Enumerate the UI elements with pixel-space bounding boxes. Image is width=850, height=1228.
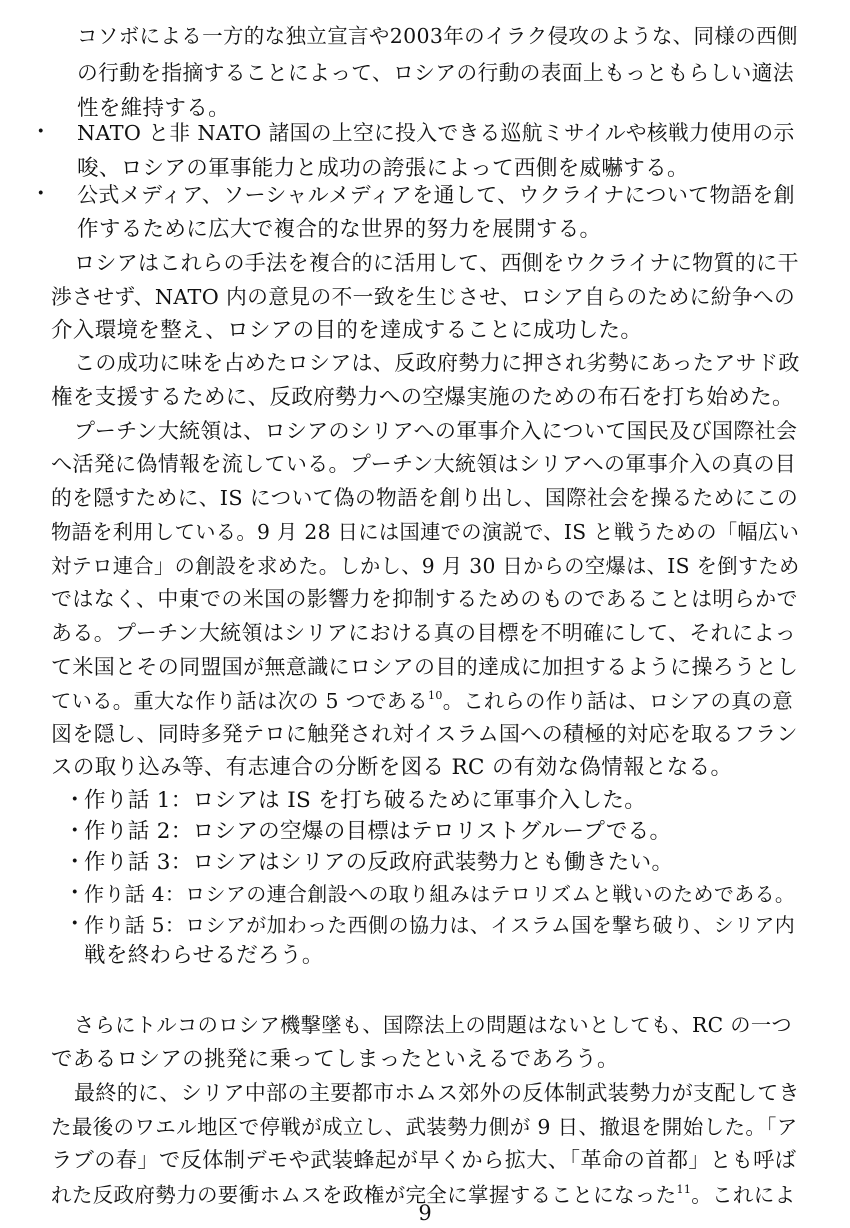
text-line: コソボによる一方的な独立宣言や2003年のイラク侵攻のような、同様の西側: [77, 24, 798, 48]
text-line: 物語を利用している。9 月 28 日には国連での演説で、IS と戦うための「幅広い: [51, 520, 800, 544]
text-run: 。これによ: [691, 1183, 796, 1207]
bullet-marker: ・: [64, 788, 86, 813]
footnote-reference: 10: [428, 689, 443, 702]
text-line: の行動を指摘することによって、ロシアの行動の表面上もっともらしい適法: [77, 61, 794, 85]
text-line: ラブの春」で反体制デモや武装蜂起が早くから拡大、「革命の首都」とも呼ば: [51, 1148, 797, 1173]
text-line: た最後のワエル地区で停戦が成立し、武装勢力側が 9 日、撤退を開始した。「ア: [51, 1115, 798, 1139]
text-run: れた反政府勢力の要衝ホムスを政権が完全に掌握することになった: [51, 1183, 677, 1207]
text-line: 的を隠すために、IS について偽の物語を創り出し、国際社会を操るためにこの: [51, 486, 799, 510]
page-number: 9: [418, 1201, 432, 1225]
text-line: ではなく、中東での米国の影響力を抑制するためのものであることは明らかで: [51, 587, 798, 611]
text-line: プーチン大統領は、ロシアのシリアへの軍事介入について国民及び国際社会: [74, 419, 798, 443]
text-line: 性を維持する。: [77, 96, 230, 121]
text-line: ある。プーチン大統領はシリアにおける真の目標を不明確にして、それによっ: [51, 621, 797, 645]
text-line: 作り話 1：ロシアは IS を打ち破るために軍事介入した。: [84, 788, 647, 813]
text-line: 図を隠し、同時多発テロに触発され対イスラム国への積極的対応を取るフラン: [51, 722, 798, 746]
text-line: 権を支援するために、反政府勢力への空爆実施のための布石を打ち始めた。: [51, 385, 794, 410]
text-line: [51, 686, 793, 716]
text-line: 作り話 3：ロシアはシリアの反政府武装勢力とも働きたい。: [84, 850, 674, 875]
text-line: ロシアはこれらの手法を複合的に活用して、西側をウクライナに物質的に干: [74, 251, 799, 275]
text-run: ている。重大な作り話は次の 5 つである: [51, 689, 429, 713]
text-line: 作り話 4：ロシアの連合創設への取り組みはテロリズムと戦いのためである。: [84, 882, 796, 906]
text-line: さらにトルコのロシア機撃墜も、国際法上の問題はないとしても、RC の一つ: [74, 1013, 793, 1037]
text-line: この成功に味を占めたロシアは、反政府勢力に押され劣勢にあったアサド政: [74, 351, 800, 375]
text-line: 最終的に、シリア中部の主要都市ホムス郊外の反体制武装勢力が支配してき: [74, 1081, 800, 1105]
footnote-reference: 11: [676, 1183, 692, 1196]
text-line: NATO と非 NATO 諸国の上空に投入できる巡航ミサイルや核戦力使用の示: [77, 121, 795, 145]
text-line: 渉させず、NATO 内の意見の不一致を生じさせ、ロシア自らのために紛争への: [51, 285, 796, 309]
text-line: 対テロ連合」の創設を求めた。しかし、9 月 30 日からの空爆は、IS を倒すため: [51, 554, 800, 578]
text-line: であるロシアの挑発に乗ってしまったといえるであろう。: [51, 1047, 619, 1072]
text-line: 作り話 2：ロシアの空爆の目標はテロリストグループでる。: [84, 819, 672, 844]
text-line: スの取り込み等、有志連合の分断を図る RC の有効な偽情報となる。: [51, 755, 733, 780]
text-line: 唆、ロシアの軍事能力と成功の誇張によって西側を威嚇する。: [77, 156, 689, 181]
bullet-marker: ・: [64, 881, 86, 906]
text-line: へ活発に偽情報を流している。プーチン大統領はシリアへの軍事介入の真の目: [51, 452, 797, 476]
bullet-marker: ・: [64, 912, 86, 937]
text-line: 戦を終わらせるだろう。: [84, 943, 324, 968]
text-line: 公式メディア、ソーシャルメディアを通して、ウクライナについて物語を創: [77, 183, 795, 207]
text-line: 作するために広大で複合的な世界的努力を展開する。: [77, 217, 602, 242]
text-line: て米国とその同盟国が無意識にロシアの目的達成に加担するように操ろうとし: [51, 655, 799, 679]
bullet-marker: ・: [64, 819, 86, 844]
bullet-marker: ・: [30, 120, 52, 145]
text-line: 介入環境を整え、ロシアの目的を達成することに成功した。: [51, 318, 643, 343]
text-line: 作り話 5：ロシアが加わった西側の協力は、イスラム国を撃ち破り、シリア内: [84, 913, 796, 937]
bullet-marker: ・: [30, 182, 52, 207]
bullet-marker: ・: [64, 850, 86, 875]
text-run: 。これらの作り話は、ロシアの真の意: [442, 689, 793, 713]
